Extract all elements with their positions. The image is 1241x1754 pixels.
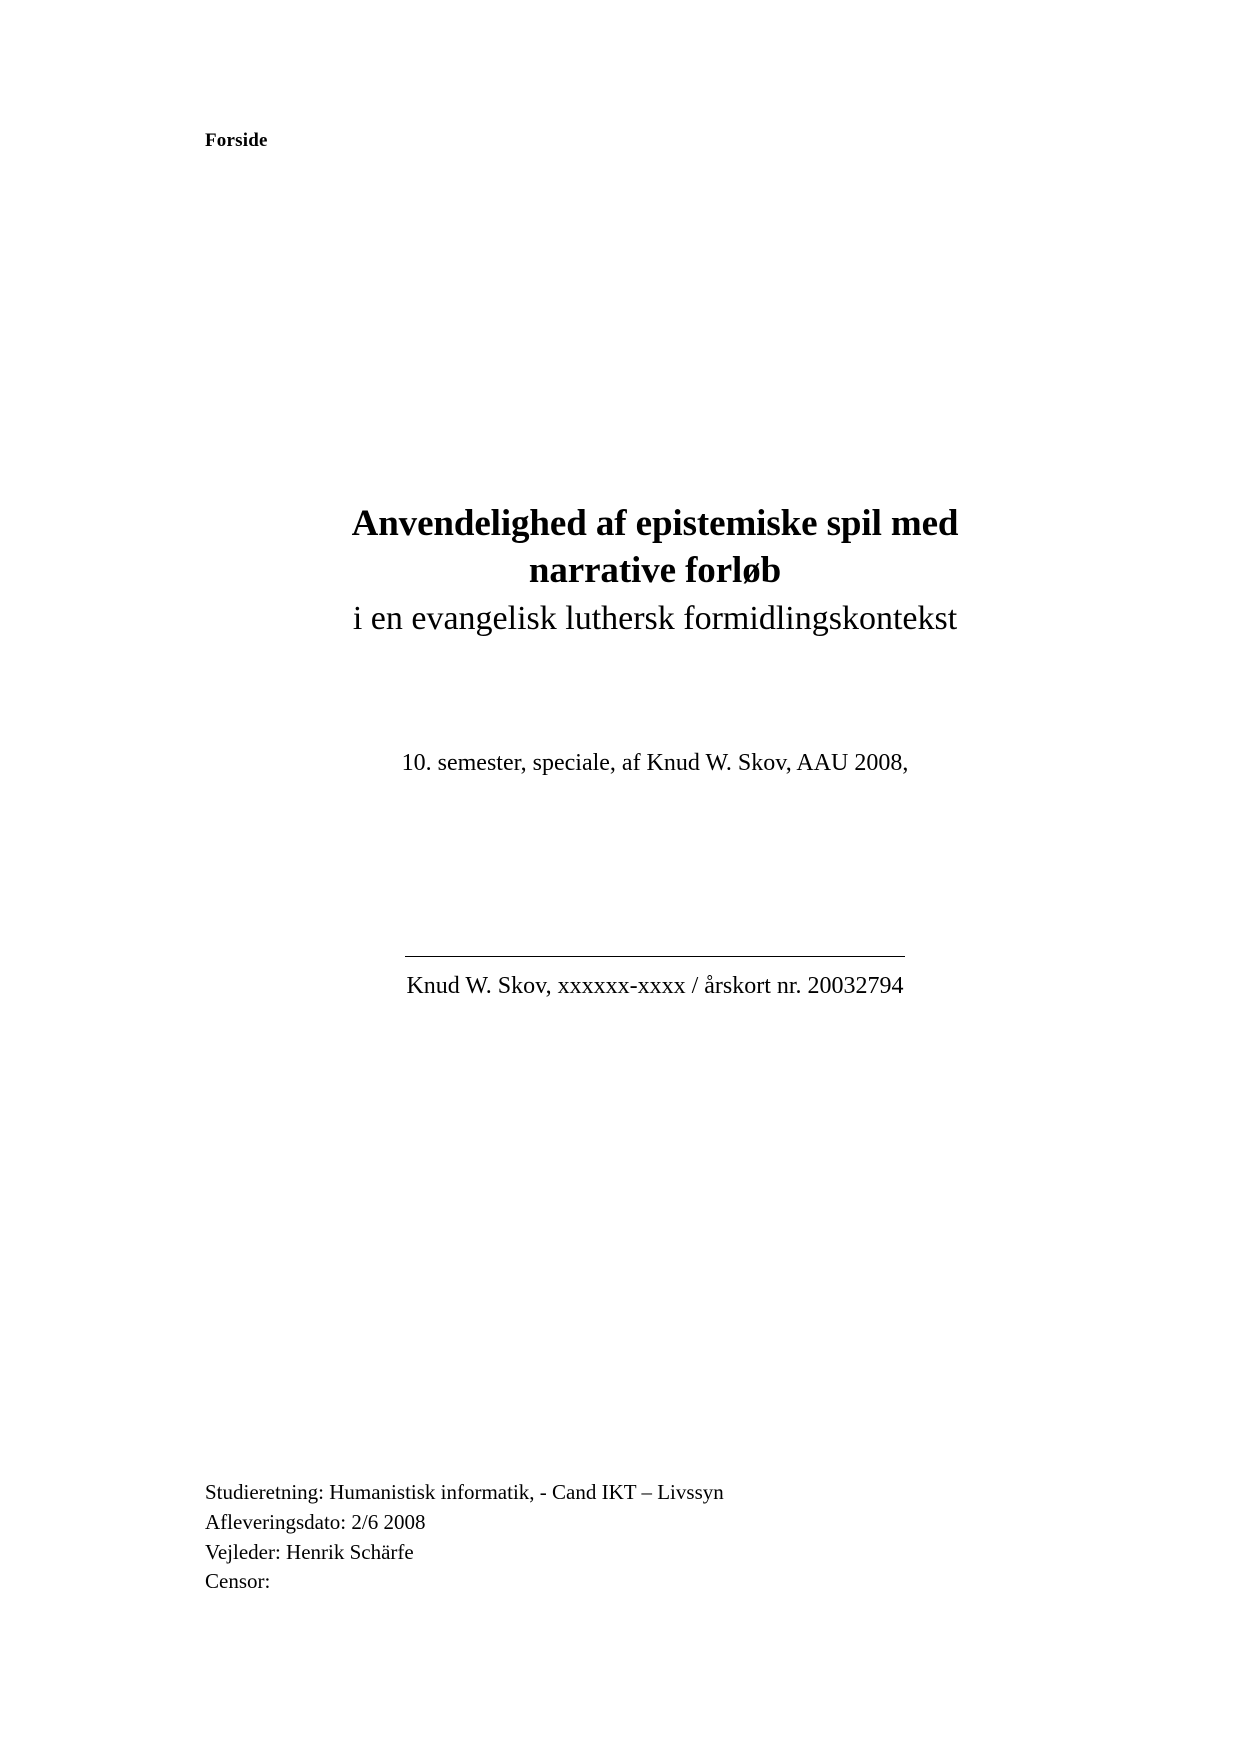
title-block: [205, 500, 1105, 641]
page-header-label: Forside: [205, 130, 268, 151]
title-line-2: narrative forløb: [528, 550, 782, 592]
footer-line-vejleder: Vejleder: Henrik Schärfe: [205, 1539, 414, 1564]
signature-block: [205, 955, 1105, 1000]
semester-author-line: 10. semester, speciale, af Knud W. Skov, AAU 2008,: [401, 750, 909, 776]
page-content: [205, 0, 1105, 1754]
footer-line-studieretning: Studieretning: Humanistisk informatik, - Cand IKT – Livssyn: [205, 1480, 724, 1504]
footer-metadata-block: [205, 1478, 724, 1597]
title-line-1: Anvendelighed af epistemiske spil med: [351, 503, 959, 544]
title-subtitle: i en evangelisk luthersk formidlingskontekst: [352, 599, 958, 637]
footer-line-afleveringsdato: Afleveringsdato: 2/6 2008: [205, 1509, 426, 1534]
signature-text: Knud W. Skov, xxxxxx-xxxx / årskort nr. 20032794: [406, 973, 904, 999]
footer-line-censor: Censor:: [205, 1569, 271, 1594]
signature-rule: [405, 955, 905, 957]
